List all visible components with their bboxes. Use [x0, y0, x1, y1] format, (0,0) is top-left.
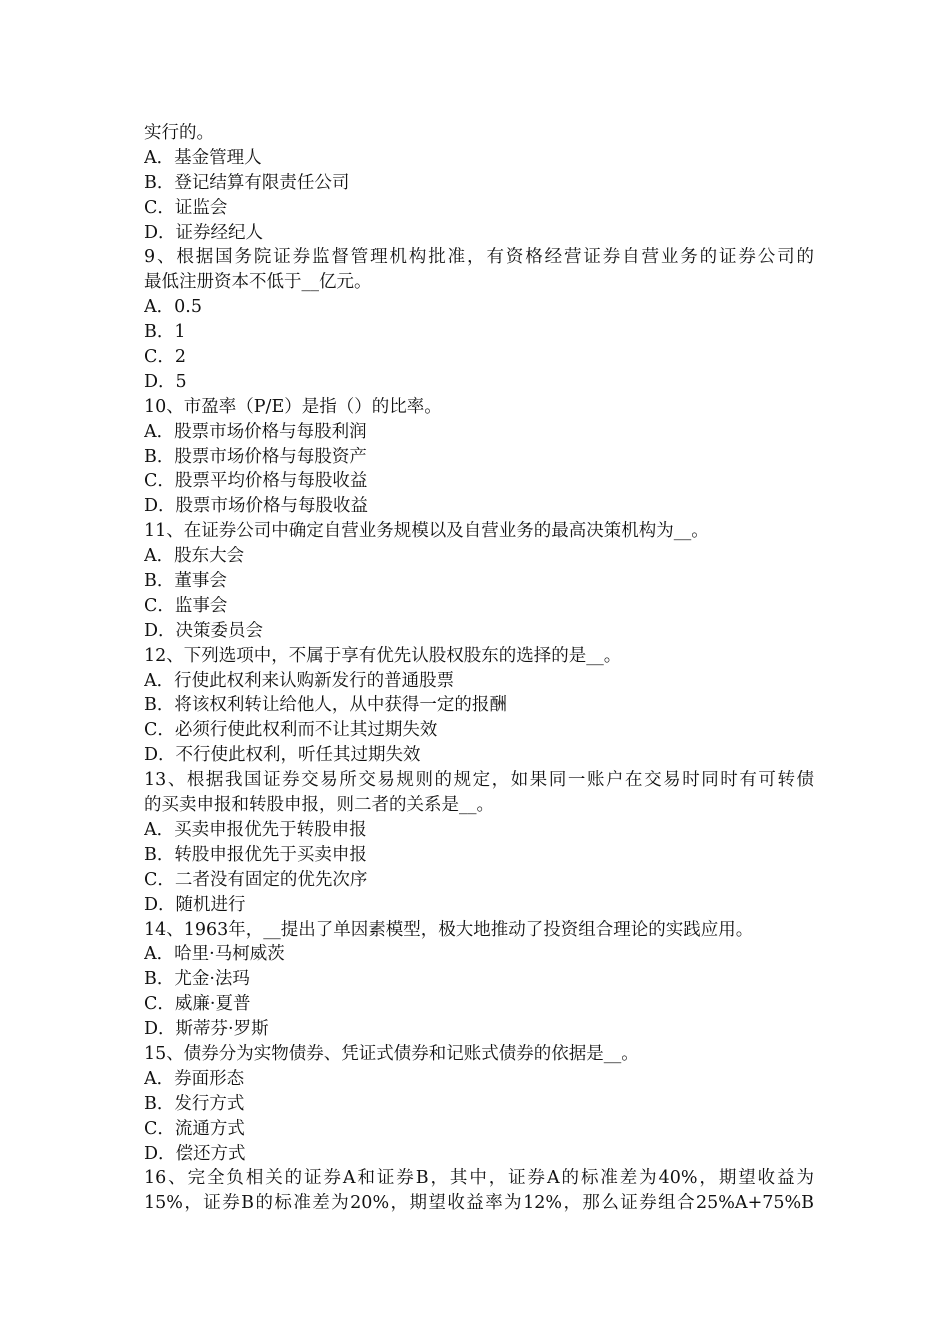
text-line: 10、市盈率（P/E）是指（）的比率。 [144, 396, 442, 417]
text-line: 12、下列选项中，不属于享有优先认股权股东的选择的是__。 [144, 645, 622, 666]
text-line: B．登记结算有限责任公司 [144, 172, 350, 193]
text-line: 13、根据我国证券交易所交易规则的规定，如果同一账户在交易时同时有可转债 [144, 770, 814, 791]
text-line: C．证监会 [144, 197, 228, 218]
text-line: A．股东大会 [144, 546, 245, 567]
text-line: A．券面形态 [144, 1068, 245, 1089]
text-line: D．随机进行 [144, 894, 246, 915]
text-line: B．1 [144, 322, 186, 343]
text-line: B．尤金·法玛 [144, 969, 250, 990]
text-line: C．必须行使此权利而不让其过期失效 [144, 720, 438, 741]
text-line: D．偿还方式 [144, 1143, 246, 1164]
text-line: A．买卖申报优先于转股申报 [144, 819, 367, 840]
text-line: C．流通方式 [144, 1118, 245, 1139]
text-line: 16、完全负相关的证券A和证券B，其中，证券A的标准差为40%，期望收益为 [144, 1168, 814, 1189]
text-line: 14、1963年，__提出了单因素模型，极大地推动了投资组合理论的实践应用。 [144, 919, 754, 940]
text-line: A．哈里·马柯威茨 [144, 944, 285, 965]
text-line: B．将该权利转让给他人，从中获得一定的报酬 [144, 695, 507, 716]
text-line: 最低注册资本不低于__亿元。 [144, 272, 372, 293]
text-line: C．监事会 [144, 595, 228, 616]
text-line: C．2 [144, 347, 187, 368]
text-line: 实行的。 [144, 123, 214, 143]
text-line: D．5 [144, 371, 187, 392]
text-line: B．股票市场价格与每股资产 [144, 446, 367, 467]
text-line: A．股票市场价格与每股利润 [144, 421, 367, 442]
text-line: B．转股申报优先于买卖申报 [144, 844, 367, 865]
text-line: C．威廉·夏普 [144, 994, 251, 1015]
text-line: D．股票市场价格与每股收益 [144, 496, 369, 517]
text-line: D．证券经纪人 [144, 222, 264, 243]
text-line: A．行使此权利来认购新发行的普通股票 [144, 670, 455, 691]
text-line: A．0.5 [144, 297, 202, 318]
text-line: D．决策委员会 [144, 620, 264, 641]
text-line: B．发行方式 [144, 1093, 245, 1114]
text-line: 15、债券分为实物债券、凭证式债券和记账式债券的依据是__。 [144, 1043, 639, 1064]
text-line: D．斯蒂芬·罗斯 [144, 1019, 269, 1040]
text-line: C．股票平均价格与每股收益 [144, 471, 368, 492]
text-line: 的买卖申报和转股申报，则二者的关系是__。 [144, 795, 494, 816]
document-page [144, 121, 814, 1216]
text-line: C．二者没有固定的优先次序 [144, 869, 368, 890]
text-line: A．基金管理人 [144, 147, 262, 168]
text-line: D．不行使此权利，听任其过期失效 [144, 745, 421, 766]
text-line: 11、在证券公司中确定自营业务规模以及自营业务的最高决策机构为__。 [144, 521, 709, 542]
text-line: 15%，证券B的标准差为20%，期望收益率为12%，那么证券组合25%A+75%B [144, 1193, 814, 1214]
text-line: 9、根据国务院证券监督管理机构批准，有资格经营证券自营业务的证券公司的 [144, 247, 814, 268]
text-line: B．董事会 [144, 571, 227, 592]
